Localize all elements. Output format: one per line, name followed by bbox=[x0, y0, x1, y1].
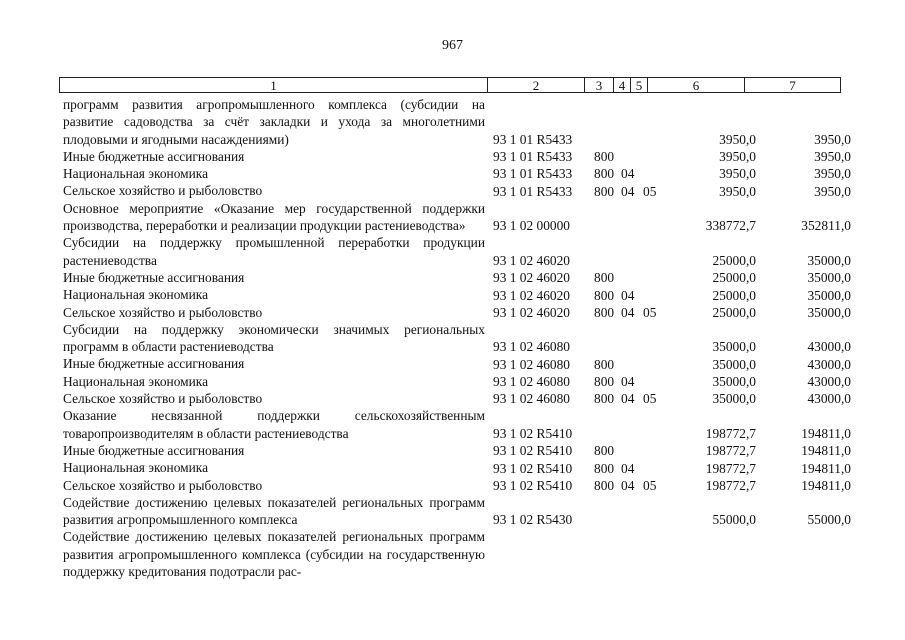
row-value-7: 55000,0 bbox=[807, 512, 851, 528]
row-group: 800 bbox=[594, 304, 615, 320]
row-value-6: 25000,0 bbox=[712, 270, 756, 286]
row-value-6: 25000,0 bbox=[712, 287, 756, 303]
row-code: 93 1 01 R5433 bbox=[493, 149, 573, 165]
row-code: 93 1 02 R5410 bbox=[493, 425, 573, 441]
table-header bbox=[59, 77, 841, 93]
row-description: Национальная экономика bbox=[63, 373, 209, 389]
header-col-1: 1 bbox=[60, 78, 488, 92]
header-col-2: 2 bbox=[488, 78, 585, 92]
row-values bbox=[63, 148, 853, 165]
table-row bbox=[63, 182, 853, 199]
row-value-7: 43000,0 bbox=[807, 391, 851, 407]
row-value-7: 35000,0 bbox=[807, 287, 851, 303]
table-row bbox=[63, 528, 853, 580]
table-row bbox=[63, 286, 853, 303]
row-subsection: 05 bbox=[643, 477, 657, 493]
row-values bbox=[63, 287, 853, 304]
row-value-6: 35000,0 bbox=[712, 339, 756, 355]
row-value-7: 3950,0 bbox=[814, 166, 851, 182]
row-description: Иные бюджетные ассигнования bbox=[63, 148, 245, 164]
row-description: Субсидии на поддержку экономически значимых региональных программ в области растениеводства bbox=[63, 321, 485, 355]
row-value-7: 35000,0 bbox=[807, 270, 851, 286]
row-values bbox=[63, 183, 853, 200]
row-value-7: 3950,0 bbox=[814, 149, 851, 165]
row-values bbox=[63, 373, 853, 390]
row-code: 93 1 02 46020 bbox=[493, 287, 570, 303]
row-values bbox=[63, 460, 853, 477]
table-row bbox=[63, 96, 853, 148]
table-row bbox=[63, 304, 853, 321]
row-group: 800 bbox=[594, 443, 615, 459]
row-description: Сельское хозяйство и рыболовство bbox=[63, 183, 263, 199]
row-value-6: 3950,0 bbox=[719, 149, 756, 165]
row-value-7: 43000,0 bbox=[807, 374, 851, 390]
row-description: Национальная экономика bbox=[63, 287, 209, 303]
row-values bbox=[63, 425, 853, 442]
table-row bbox=[63, 355, 853, 372]
row-value-6: 198772,7 bbox=[705, 443, 756, 459]
row-code: 93 1 02 R5410 bbox=[493, 443, 573, 459]
row-code: 93 1 01 R5433 bbox=[493, 131, 573, 147]
row-description: Сельское хозяйство и рыболовство bbox=[63, 477, 263, 493]
table-row bbox=[63, 165, 853, 182]
table-row bbox=[63, 442, 853, 459]
table-row bbox=[63, 373, 853, 390]
row-description: Содействие достижению целевых показателей региональных программ развития агропромышленного комплекса bbox=[63, 494, 485, 528]
row-description: Иные бюджетные ассигнования bbox=[63, 269, 245, 285]
row-values bbox=[63, 511, 853, 528]
row-code: 93 1 02 46020 bbox=[493, 304, 570, 320]
row-group: 800 bbox=[594, 391, 615, 407]
row-section: 04 bbox=[621, 287, 635, 303]
row-values bbox=[63, 563, 853, 580]
header-col-5: 5 bbox=[631, 78, 648, 92]
row-value-6: 198772,7 bbox=[705, 425, 756, 441]
table-row bbox=[63, 477, 853, 494]
row-value-6: 3950,0 bbox=[719, 166, 756, 182]
row-code: 93 1 02 46020 bbox=[493, 270, 570, 286]
row-group: 800 bbox=[594, 287, 615, 303]
row-value-7: 35000,0 bbox=[807, 252, 851, 268]
row-code: 93 1 02 46080 bbox=[493, 339, 570, 355]
row-values bbox=[63, 269, 853, 286]
row-description: Сельское хозяйство и рыболовство bbox=[63, 391, 263, 407]
row-group: 800 bbox=[594, 183, 615, 199]
row-code: 93 1 02 46080 bbox=[493, 356, 570, 372]
row-group: 800 bbox=[594, 270, 615, 286]
row-subsection: 05 bbox=[643, 304, 657, 320]
row-description: Основное мероприятие «Оказание мер государственной поддержки производства, переработки и реализации продукции растениеводства» bbox=[63, 200, 485, 234]
row-code: 93 1 02 46080 bbox=[493, 391, 570, 407]
table-row bbox=[63, 321, 853, 356]
row-subsection: 05 bbox=[643, 183, 657, 199]
row-description: программ развития агропромышленного комплекса (субсидии на развитие садоводства за счёт закладки и ухода за многолетними плодовыми и ягодными насаждениями) bbox=[63, 97, 485, 147]
row-value-6: 25000,0 bbox=[712, 252, 756, 268]
header-col-6: 6 bbox=[648, 78, 745, 92]
header-col-4: 4 bbox=[614, 78, 631, 92]
row-section: 04 bbox=[621, 477, 635, 493]
row-value-6: 338772,7 bbox=[705, 218, 756, 234]
row-value-7: 194811,0 bbox=[801, 443, 851, 459]
table-row bbox=[63, 148, 853, 165]
row-values bbox=[63, 356, 853, 373]
row-value-6: 35000,0 bbox=[712, 356, 756, 372]
row-section: 04 bbox=[621, 374, 635, 390]
row-value-6: 35000,0 bbox=[712, 374, 756, 390]
row-value-7: 35000,0 bbox=[807, 304, 851, 320]
row-description: Сельское хозяйство и рыболовство bbox=[63, 304, 263, 320]
row-code: 93 1 01 R5433 bbox=[493, 166, 573, 182]
row-group: 800 bbox=[594, 356, 615, 372]
row-code: 93 1 02 R5410 bbox=[493, 477, 573, 493]
table-row bbox=[63, 459, 853, 476]
table-row bbox=[63, 390, 853, 407]
row-subsection: 05 bbox=[643, 391, 657, 407]
row-section: 04 bbox=[621, 166, 635, 182]
row-code: 93 1 02 R5430 bbox=[493, 512, 573, 528]
table-row bbox=[63, 200, 853, 235]
row-value-6: 55000,0 bbox=[712, 512, 756, 528]
row-value-7: 194811,0 bbox=[801, 460, 851, 476]
row-value-7: 194811,0 bbox=[801, 477, 851, 493]
row-value-7: 194811,0 bbox=[801, 425, 851, 441]
row-description: Национальная экономика bbox=[63, 166, 209, 182]
row-value-6: 25000,0 bbox=[712, 304, 756, 320]
row-value-7: 43000,0 bbox=[807, 339, 851, 355]
table-body bbox=[63, 96, 853, 580]
row-values bbox=[63, 217, 853, 234]
row-group: 800 bbox=[594, 374, 615, 390]
row-values bbox=[63, 338, 853, 355]
row-value-6: 198772,7 bbox=[705, 477, 756, 493]
row-group: 800 bbox=[594, 477, 615, 493]
row-values bbox=[63, 390, 853, 407]
row-description: Содействие достижению целевых показателей региональных программ развития агропромышленного комплекса (субсидии на государственную поддержку кредитования подотрасли рас- bbox=[63, 529, 485, 580]
row-value-7: 352811,0 bbox=[801, 218, 851, 234]
row-group: 800 bbox=[594, 149, 615, 165]
row-code: 93 1 02 R5410 bbox=[493, 460, 573, 476]
table-row bbox=[63, 494, 853, 529]
table-row bbox=[63, 234, 853, 269]
row-value-6: 3950,0 bbox=[719, 131, 756, 147]
page-number: 967 bbox=[442, 38, 463, 53]
row-group: 800 bbox=[594, 166, 615, 182]
row-description: Иные бюджетные ассигнования bbox=[63, 442, 245, 458]
row-value-6: 35000,0 bbox=[712, 391, 756, 407]
row-section: 04 bbox=[621, 391, 635, 407]
row-group: 800 bbox=[594, 460, 615, 476]
row-values bbox=[63, 442, 853, 459]
row-description: Субсидии на поддержку промышленной переработки продукции растениеводства bbox=[63, 235, 485, 268]
row-values bbox=[63, 165, 853, 182]
row-code: 93 1 02 00000 bbox=[493, 218, 570, 234]
row-code: 93 1 02 46020 bbox=[493, 252, 570, 268]
row-values bbox=[63, 304, 853, 321]
row-description: Оказание несвязанной поддержки сельскохозяйственным товаропроизводителям в области растениеводства bbox=[63, 408, 485, 441]
row-value-7: 3950,0 bbox=[814, 183, 851, 199]
row-value-7: 3950,0 bbox=[814, 131, 851, 147]
row-description: Национальная экономика bbox=[63, 460, 209, 476]
table-row bbox=[63, 407, 853, 442]
row-code: 93 1 02 46080 bbox=[493, 374, 570, 390]
row-values bbox=[63, 252, 853, 269]
row-description: Иные бюджетные ассигнования bbox=[63, 356, 245, 372]
row-code: 93 1 01 R5433 bbox=[493, 183, 573, 199]
row-value-6: 198772,7 bbox=[705, 460, 756, 476]
row-values bbox=[63, 131, 853, 148]
header-col-3: 3 bbox=[585, 78, 614, 92]
row-section: 04 bbox=[621, 183, 635, 199]
table-row bbox=[63, 269, 853, 286]
row-value-6: 3950,0 bbox=[719, 183, 756, 199]
row-values bbox=[63, 477, 853, 494]
row-section: 04 bbox=[621, 460, 635, 476]
row-value-7: 43000,0 bbox=[807, 356, 851, 372]
header-col-7: 7 bbox=[789, 78, 796, 93]
row-section: 04 bbox=[621, 304, 635, 320]
